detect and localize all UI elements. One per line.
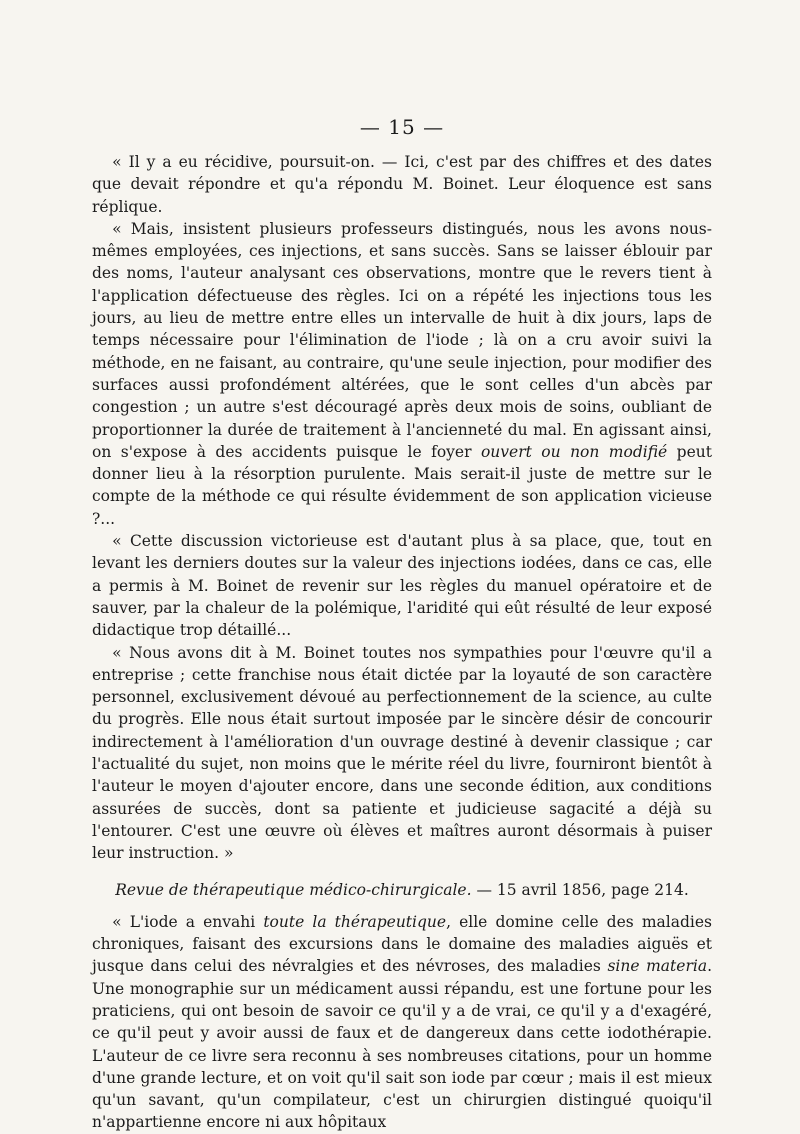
paragraph-3: « Cette discussion victorieuse est d'autant plus à sa place, que, tout en levant les derniers doutes sur la valeur des injections iodées, dans ce cas, elle a permis à M. Boinet de revenir sur les règles du manuel opératoire et de sauver, par la chaleur de la polémique, l'aridité qui eût résulté de leur exposé didactique trop détaillé... xyxy=(92,532,712,640)
paragraph-5-italic-1: toute la thérapeutique xyxy=(263,912,447,931)
page-number: — 15 — xyxy=(359,115,445,139)
paragraph-5-italic-2: sine materia xyxy=(607,957,708,976)
paragraph-5-part-1: « L'iode a envahi xyxy=(112,912,264,931)
source-date: — 15 avril 1856, page 214. xyxy=(471,880,689,899)
paragraph-2-text: « Mais, insistent plusieurs professeurs distingués, nous les avons nous-mêmes employées, ces injections, et sans succès. Sans se laisser éblouir par des noms, l'auteur analysant ces observations, montre que le revers tient à l'application défectueuse des règles. Ici on a répété les injections tous les jours, au lieu de mettre entre elles un intervalle de huit à dix jours, laps de temps nécessaire pour l'élimination de l'iode ; là on a cru avoir suivi la méthode, en ne faisant, au contraire, qu'une seule injection, pour modifier des surfaces aussi profondément altérées, que le sont celles d'un abcès par congestion ; un autre s'est découragé après deux mois de soins, oubliant de proportionner la durée de traitement à l'ancienneté du mal. En agissant ainsi, on s'expose à des accidents puisque le foyer xyxy=(92,219,712,461)
paragraph-5-part-3: . Une monographie sur un médicament aussi répandu, est une fortune pour les praticiens, qui ont besoin de savoir ce qu'il y a de vrai, ce qu'il y a d'exagéré, ce qu'il peut y avoir aussi de faux et de dangereux dans cette iodothérapie. L'auteur de ce livre sera reconnu à ses nombreuses citations, pour un homme d'une grande lecture, et on voit qu'il sait son iode par cœur ; mais il est mieux qu'un savant, qu'un compilateur, c'est un chirurgien distingué quoiqu'il n'appartienne encore ni aux hôpitaux xyxy=(92,957,712,1132)
source-citation xyxy=(92,879,712,901)
paragraph-2 xyxy=(92,218,712,530)
paragraph-5 xyxy=(92,911,712,1134)
source-title: Revue de thérapeutique médico-chirurgicale. xyxy=(115,880,472,899)
paragraph-1: « Il y a eu récidive, poursuit-on. — Ici, c'est par des chiffres et des dates que devait répondre et qu'a répondu M. Boinet. Leur éloquence est sans réplique. xyxy=(92,153,712,216)
paragraph-2-tail: peut donner lieu à la résorption purulente. Mais serait-il juste de mettre sur le compte de la méthode ce qui résulte évidemment de son application vicieuse ?... xyxy=(92,442,712,528)
body-text xyxy=(92,151,712,1134)
paragraph-2-italic: ouvert ou non modifié xyxy=(480,442,668,461)
paragraph-5-part-2: , elle domine celle des maladies chroniques, faisant des excursions dans le domaine des maladies aiguës et jusque dans celui des névralgies et des névroses, des maladies xyxy=(92,912,712,976)
paragraph-4: « Nous avons dit à M. Boinet toutes nos sympathies pour l'œuvre qu'il a entreprise ; cette franchise nous était dictée par la loyauté de son caractère personnel, exclusivement dévoué au perfectionnement de la science, au culte du progrès. Elle nous était surtout imposée par le sincère désir de concourir indirectement à l'amélioration d'un ouvrage destiné à devenir classique ; car l'actualité du sujet, non moins que le mérite réel du livre, fourniront bientôt à l'auteur le moyen d'ajouter encore, dans une seconde édition, aux conditions assurées de succès, dont sa patiente et judicieuse sagacité a déjà su l'entourer. C'est une œuvre où élèves et maîtres auront désormais à puiser leur instruction. » xyxy=(92,643,712,863)
